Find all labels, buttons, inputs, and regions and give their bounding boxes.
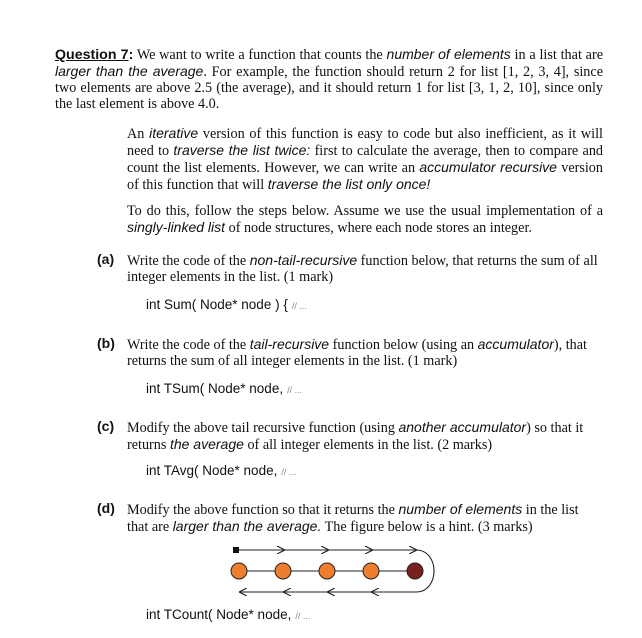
list-node bbox=[275, 563, 291, 579]
part-c-label: (c) bbox=[97, 418, 115, 434]
p2-text-1: An bbox=[127, 126, 150, 142]
p3-text-1: To do this, follow the steps below. Assume we use the usual implementation of a bbox=[127, 203, 603, 219]
list-node bbox=[231, 563, 247, 579]
part-a-code-comment: // ... bbox=[291, 301, 307, 311]
part-a-code-signature: int Sum( Node* node ) { bbox=[146, 297, 288, 312]
part-c-italic-1: another accumulator bbox=[398, 419, 527, 435]
part-d-text-3: The figure below is a hint. (3 marks) bbox=[321, 519, 533, 535]
question-label: Question 7 bbox=[55, 47, 129, 63]
part-b-text-1: Write the code of the bbox=[127, 337, 250, 353]
part-c-code bbox=[146, 462, 296, 480]
part-a-label: (a) bbox=[97, 251, 115, 267]
p3-italic-1: singly-linked list bbox=[127, 219, 226, 235]
part-b-text-3: ), that returns the sum of all integer elements in the list. (1 mark) bbox=[127, 337, 587, 369]
part-c-text-2: ) so that it returns bbox=[127, 420, 584, 453]
intro-italic-2: larger than the average bbox=[55, 63, 204, 79]
part-a-code bbox=[146, 296, 307, 314]
part-b-italic-1: tail-recursive bbox=[249, 336, 330, 352]
part-c-text-1: Modify the above tail recursive function (using bbox=[127, 420, 399, 436]
part-c-code-signature: int TAvg( Node* node, bbox=[146, 463, 278, 478]
part-d-text-1: Modify the above function so that it returns the bbox=[127, 502, 399, 518]
p3-text-2: of node structures, where each node stores an integer. bbox=[225, 220, 532, 236]
p2-italic-4: traverse the list only once! bbox=[267, 176, 431, 192]
p2-italic-3: accumulator recursive bbox=[419, 159, 557, 175]
question-paragraph-3 bbox=[127, 203, 603, 236]
intro-italic-1: number of elements bbox=[386, 46, 511, 62]
traversal-hint-figure bbox=[226, 540, 436, 600]
part-b-text bbox=[127, 336, 603, 369]
p2-text-3: first to calculate the average, then to compare and count the list elements. However, we can write an bbox=[127, 143, 604, 176]
part-a-text-1: Write the code of the bbox=[127, 253, 250, 269]
part-d-code bbox=[146, 606, 310, 624]
part-b-code-comment: // ... bbox=[287, 385, 303, 395]
part-d-text-2: in the list that are bbox=[127, 502, 579, 535]
part-a-italic-1: non-tail-recursive bbox=[249, 252, 358, 268]
part-b-text-2: function below (using an bbox=[329, 337, 478, 353]
part-c-code-comment: // ... bbox=[281, 467, 297, 477]
p2-italic-1: iterative bbox=[149, 125, 199, 141]
part-b-code bbox=[146, 380, 302, 398]
part-b-label: (b) bbox=[97, 335, 115, 351]
intro-text-3: . For example, the function should return 2 for list [1, 2, 3, 4], since two elements are above 2.5 (the average), and it should return 1 for list [3, 1, 2, 10], since only the last element is above 4.0. bbox=[55, 64, 603, 112]
intro-text-2: in a list that are bbox=[510, 47, 604, 63]
part-d-italic-1: number of elements bbox=[398, 501, 523, 517]
part-b-code-signature: int TSum( Node* node, bbox=[146, 381, 284, 396]
part-a-text-2: function below, that returns the sum of all integer elements in the list. (1 mark) bbox=[127, 253, 598, 285]
p2-text-2: version of this function is easy to code but also inefficient, as it will need to bbox=[127, 126, 603, 159]
question-intro bbox=[55, 46, 603, 112]
part-d-italic-2: larger than the average. bbox=[172, 518, 322, 534]
part-d-text bbox=[127, 501, 603, 535]
p2-text-4: version of this function that will bbox=[127, 160, 603, 193]
part-c-text bbox=[127, 419, 603, 453]
part-b-italic-2: accumulator bbox=[477, 336, 554, 352]
part-d-code-comment: // ... bbox=[295, 611, 311, 621]
list-node bbox=[319, 563, 335, 579]
list-node-last bbox=[407, 563, 423, 579]
part-c-text-3: of all integer elements in the list. (2 marks) bbox=[243, 437, 493, 453]
part-d-label: (d) bbox=[97, 500, 115, 516]
list-node bbox=[363, 563, 379, 579]
part-a-text bbox=[127, 252, 603, 285]
intro-text-1: We want to write a function that counts the bbox=[136, 47, 387, 63]
part-c-italic-2: the average bbox=[169, 436, 244, 452]
p2-italic-2: traverse the list twice: bbox=[173, 142, 311, 158]
question-colon: : bbox=[128, 47, 134, 63]
start-marker bbox=[233, 547, 239, 553]
question-paragraph-2 bbox=[127, 125, 603, 193]
part-d-code-signature: int TCount( Node* node, bbox=[146, 607, 292, 622]
